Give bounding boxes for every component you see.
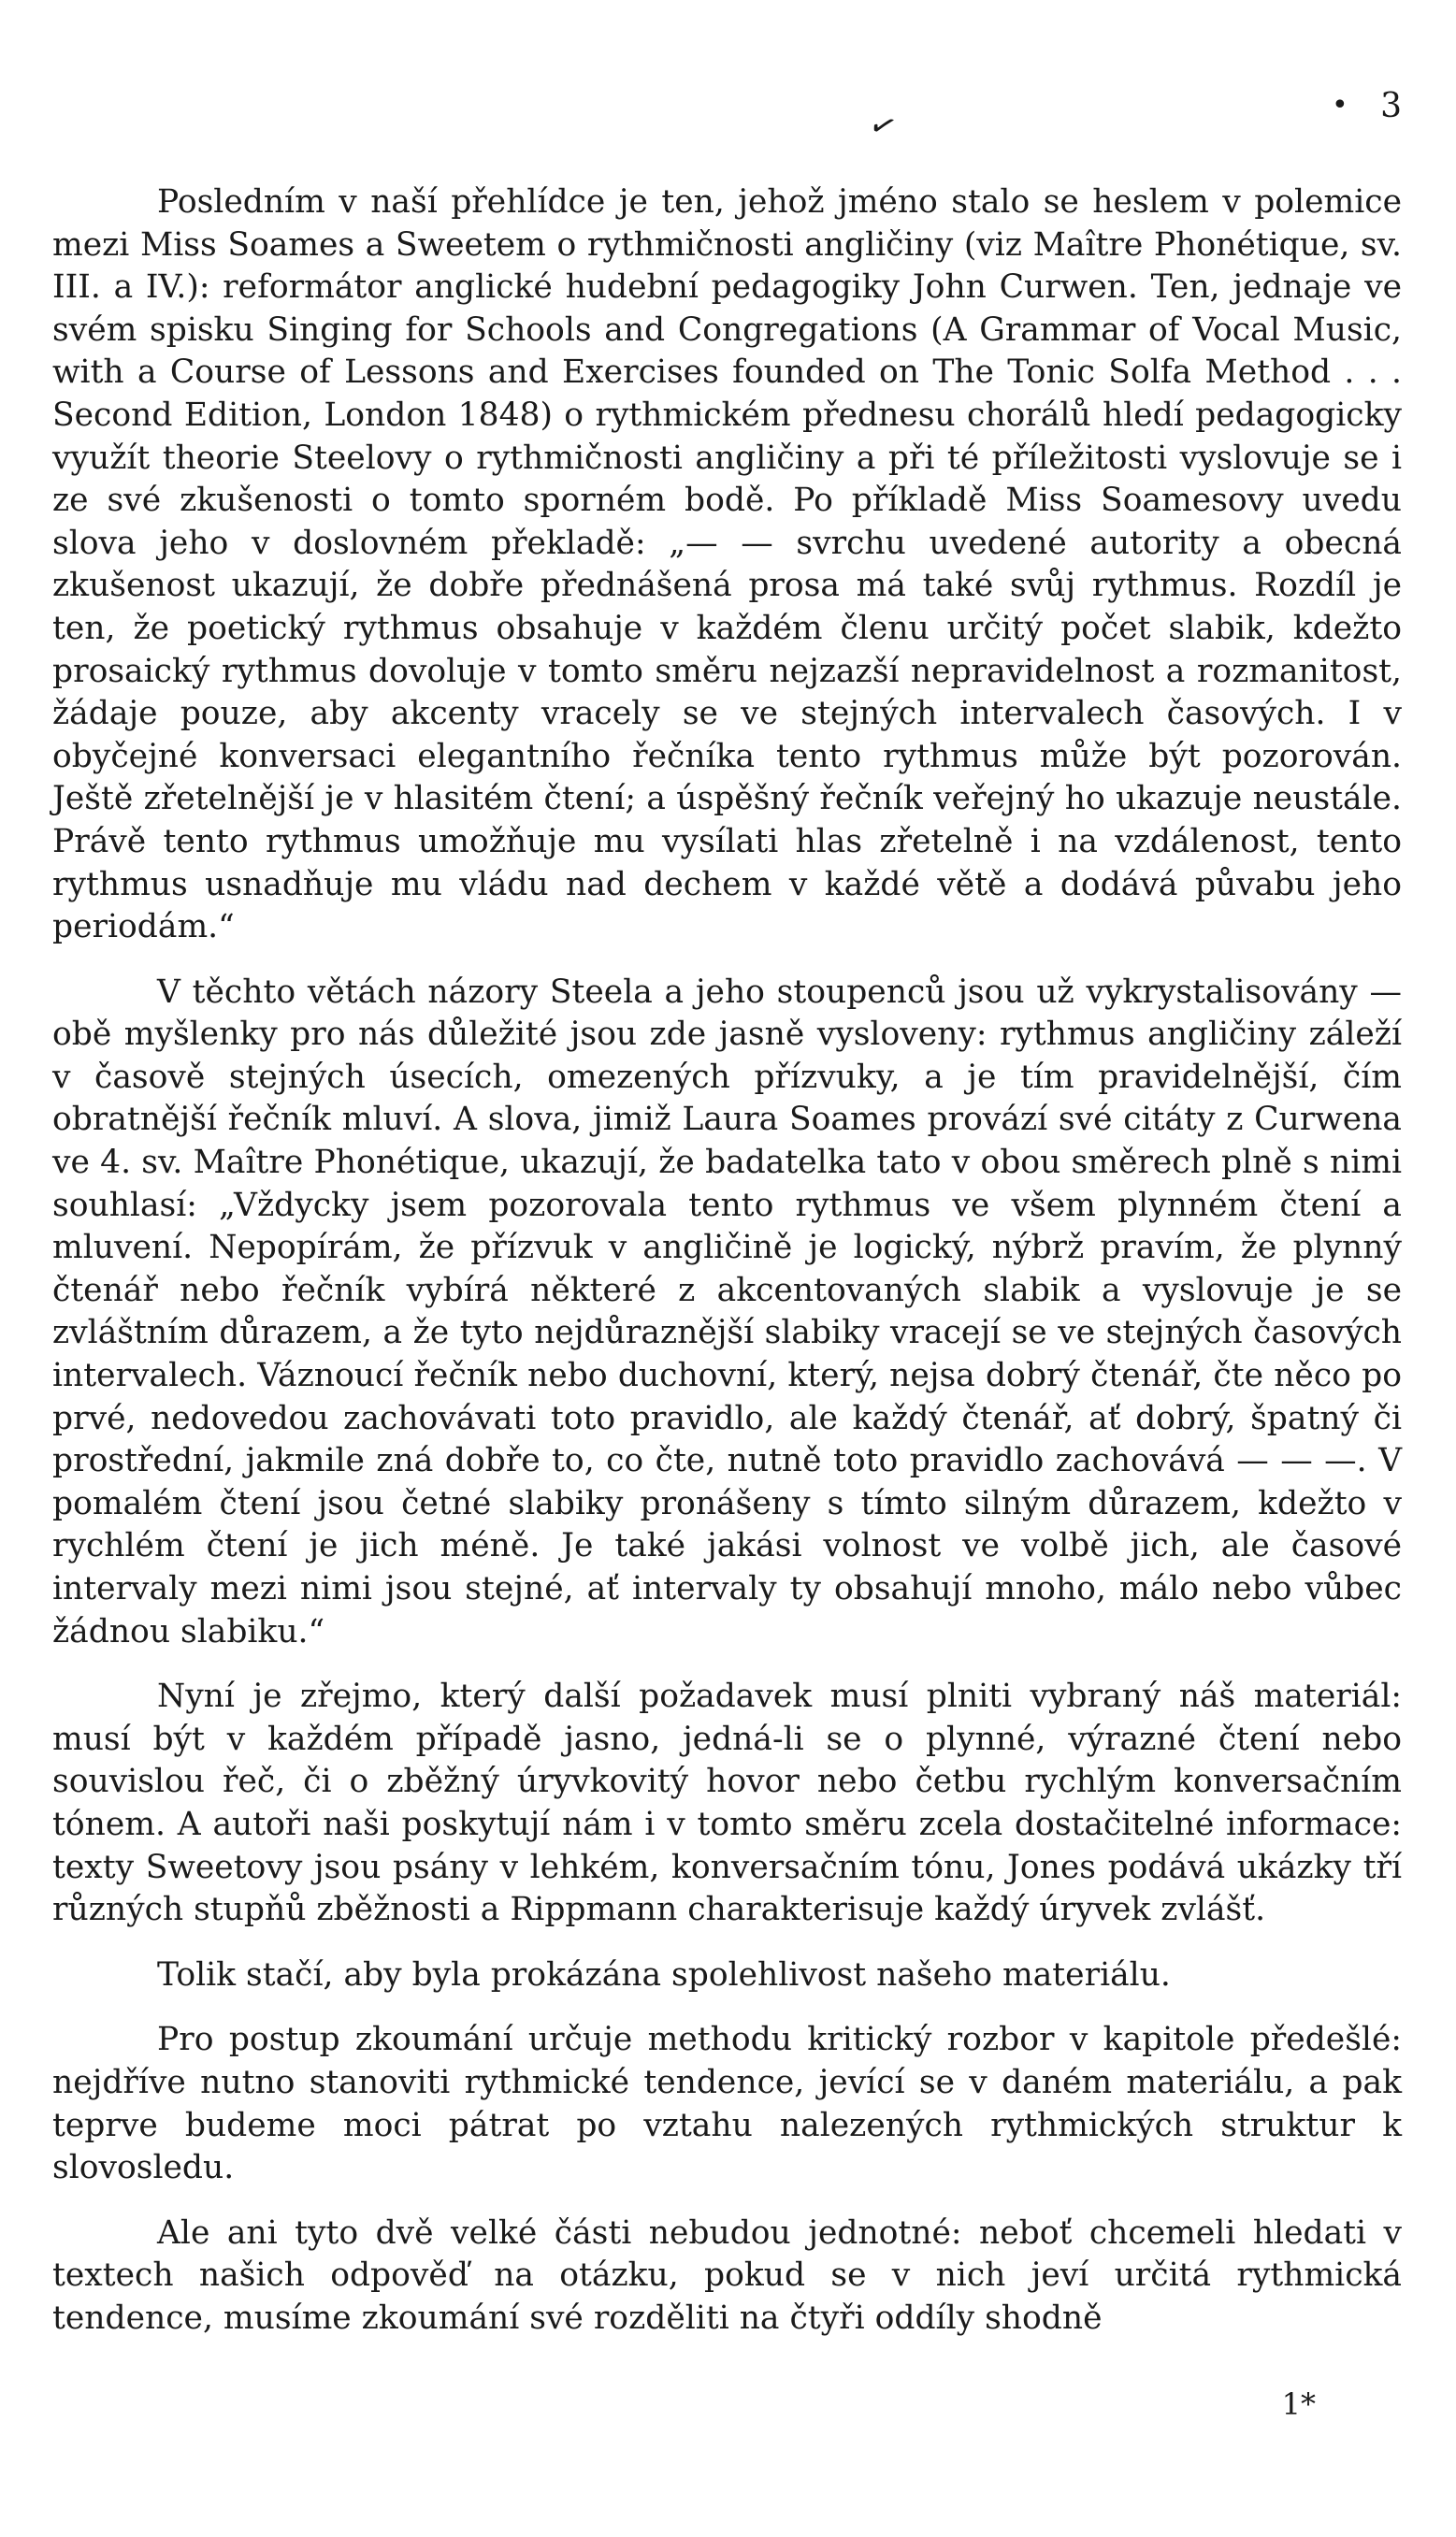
check-mark-icon: ✓ <box>864 104 902 149</box>
signature-mark: 1* <box>1281 2386 1316 2422</box>
paragraph-2: V těchto větách názory Steela a jeho stoupenců jsou už vykrystalisovány — obě myšlenky pro nás důležité jsou zde jasně vysloveny: rythmus angličiny záleží v časově stejných úsecích, omezených přízvuky, a je tím pravidelnější, čím obratnější řečník mluví. A slova, jimiž Laura Soames provází své citáty z Curwena ve 4. sv. Maître Phonétique, ukazují, že badatelka tato v obou směrech plně s nimi souhlasí: „Vždycky jsem pozorovala tento rythmus ve všem plynném čtení a mluvení. Nepopírám, že přízvuk v angličině je logický, nýbrž pravím, že plynný čtenář nebo řečník vybírá některé z akcentovaných slabik a vyslovuje je se zvláštním důrazem, a že tyto nejdůraznější slabiky vracejí se ve stejných časových intervalech. Váznoucí řečník nebo duchovní, který, nejsa dobrý čtenář, čte něco po prvé, nedovedou zachovávati toto pravidlo, ale každý čtenář, ať dobrý, špatný či prostřední, jakmile zná dobře to, co čte, nutně toto pravidlo zachovává — — —. V pomalém čtení jsou četné slabiky pronášeny s tímto silným důrazem, kdežto v rychlém čtení je jich méně. Je také jakási volnost ve volbě jich, ale časové intervaly mezi nimi jsou stejné, ať intervaly ty obsahují mnoho, málo nebo vůbec žádnou slabiku.“ <box>52 973 1402 1650</box>
paragraph-1: Posledním v naší přehlídce je ten, jehož jméno stalo se heslem v polemice mezi Miss Soames a Sweetem o rythmičnosti angličiny (viz Maître Phonétique, sv. III. a IV.): reformátor anglické hudební pedagogiky John Curwen. Ten, jednaje ve svém spisku Singing for Schools and Congregations (A Grammar of Vocal Music, with a Course of Lessons and Exercises founded on The Tonic Solfa Method . . . Second Edition, London 1848) o rythmickém přednesu chorálů hledí pedagogicky využít theorie Steelovy o rythmičnosti angličiny a při té příležitosti vyslovuje se i ze své zkušenosti o tomto sporném bodě. Po příkladě Miss Soamesovy uvedu slova jeho v doslovném překladě: „— — svrchu uvedené autority a obecná zkušenost ukazují, že dobře přednášená prosa má také svůj rythmus. Rozdíl je ten, že poetický rythmus obsahuje v každém členu určitý počet slabik, kdežto prosaický rythmus dovoluje v tomto směru nejzazší nepravidelnost a rozmanitost, žádaje pouze, aby akcenty vracely se ve stejných intervalech časových. I v obyčejné konversaci elegantního řečníka tento rythmus může být pozorován. Ještě zřetelnější je v hlasitém čtení; a úspěšný řečník veřejný ho ukazuje neustále. Právě tento rythmus umožňuje mu vysílati hlas zřetelně i na vzdálenost, tento rythmus usnadňuje mu vládu nad dechem v každé větě a dodává půvabu jeho periodám.“ <box>52 183 1402 946</box>
page-dot-mark: • <box>1332 89 1348 122</box>
page-number: 3 <box>1380 87 1402 125</box>
paragraph-6: Ale ani tyto dvě velké části nebudou jednotné: neboť chcemeli hledati v textech našich odpověď na otázku, pokud se v nich jeví určitá rythmická tendence, musíme zkoumání své rozděliti na čtyři oddíly shodně <box>52 2213 1402 2337</box>
paragraph-4: Tolik stačí, aby byla prokázána spolehlivost našeho materiálu. <box>157 1955 1171 1994</box>
body-text <box>52 181 1402 2341</box>
paragraph-5: Pro postup zkoumání určuje methodu kritický rozbor v kapitole předešlé: nejdříve nutno stanoviti rythmické tendence, jevící se v daném materiálu, a pak teprve budeme moci pátrat po vztahu nalezených rythmických struktur k slovosledu. <box>52 2021 1402 2187</box>
paragraph-3: Nyní je zřejmo, který další požadavek musí plniti vybraný náš materiál: musí být v každém případě jasno, jedná-li se o plynné, výrazné čtení nebo souvislou řeč, či o zběžný úryvkovitý hovor nebo četbu rychlým konversačním tónem. A autoři naši poskytují nám i v tomto směru zcela dostačitelné informace: texty Sweetovy jsou psány v lehkém, konversačním tónu, Jones podává ukázky tří různých stupňů zběžnosti a Rippmann charakterisuje každý úryvek zvlášť. <box>52 1678 1402 1929</box>
